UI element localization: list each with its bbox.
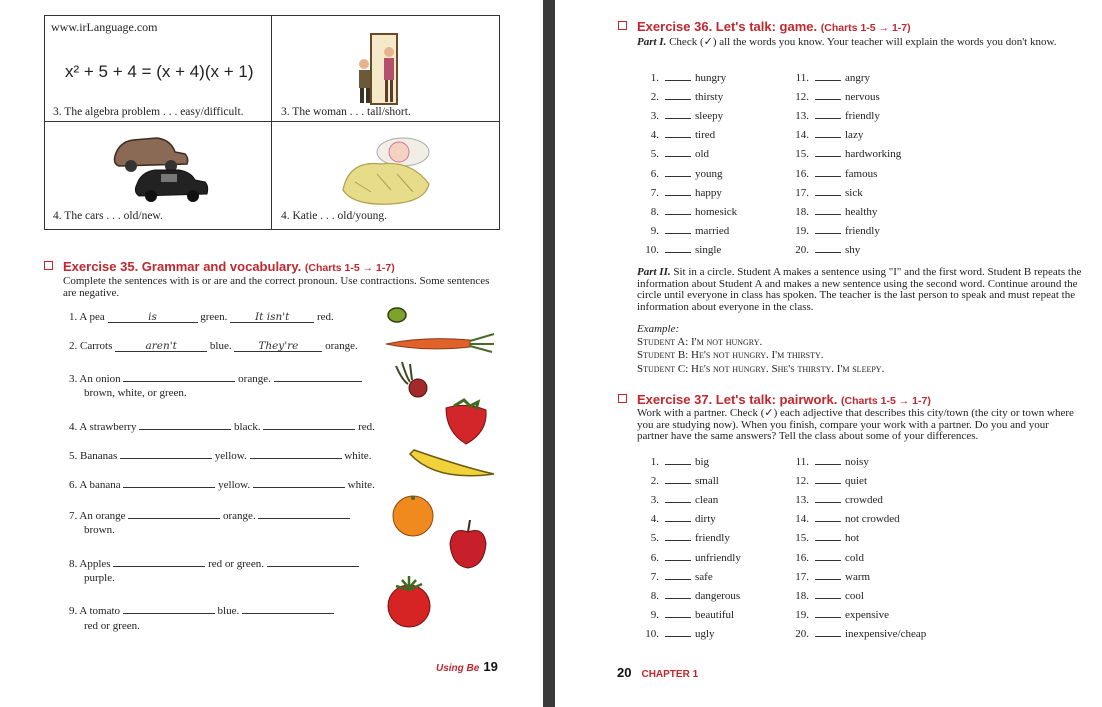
- ex35-line-6: 6. A banana yellow. white.: [69, 476, 375, 491]
- item-word: homesick: [695, 205, 738, 218]
- exercise-35-heading: [44, 259, 395, 274]
- exercise-36-heading: [618, 19, 911, 34]
- item-number: 2.: [650, 91, 659, 104]
- answer-blank[interactable]: [242, 602, 334, 614]
- example-line-3: Student C: He's not hungry. She's thirsty. I'm sleepy.: [637, 363, 885, 375]
- check-blank[interactable]: [665, 512, 691, 522]
- grid-caption-katie: 4. Katie . . . old/young.: [281, 210, 388, 222]
- item-word: dirty: [695, 513, 716, 526]
- exercise-36-part2: Part II. Sit in a circle. Student A makes a sentence using "I" and the first word. Student B repeats the information about Student A and makes a new sentence using the second word. Continue around the circle until everyone in class has spoken. The teacher is the last person to speak and must repeat the information about everyone in the class.: [637, 266, 1082, 313]
- list-item: [637, 71, 726, 84]
- list-item: [787, 627, 926, 640]
- item-word: crowded: [845, 494, 883, 507]
- check-blank[interactable]: [665, 627, 691, 637]
- check-blank[interactable]: [815, 90, 841, 100]
- check-blank[interactable]: [665, 71, 691, 81]
- check-blank[interactable]: [815, 608, 841, 618]
- item-number: 3.: [650, 494, 659, 507]
- item-number: 12.: [795, 91, 809, 104]
- item-number: 19.: [795, 608, 809, 621]
- ex35-line-4: 4. A strawberry black. red.: [69, 418, 375, 433]
- answer-blank[interactable]: aren't: [115, 340, 207, 352]
- grid-divider-vertical: [271, 16, 272, 229]
- apple-image: [446, 518, 490, 572]
- check-blank[interactable]: [815, 493, 841, 503]
- list-item: [637, 551, 741, 564]
- grid-caption-cars: 4. The cars . . . old/new.: [53, 210, 163, 222]
- check-blank[interactable]: [815, 205, 841, 215]
- checkbox-icon: [618, 21, 627, 30]
- item-word: famous: [845, 167, 878, 180]
- list-item: [787, 186, 863, 199]
- item-word: small: [695, 475, 719, 488]
- book-spine: [543, 0, 555, 707]
- answer-blank[interactable]: They're: [234, 340, 322, 352]
- item-number: 18.: [795, 589, 809, 602]
- item-word: clean: [695, 494, 719, 507]
- tomato-image: [386, 572, 434, 630]
- list-item: [637, 186, 722, 199]
- grid-caption-algebra: 3. The algebra problem . . . easy/difficult.: [53, 106, 244, 118]
- banana-image: [406, 446, 498, 486]
- check-blank[interactable]: [665, 147, 691, 157]
- list-item: [787, 474, 867, 487]
- check-blank[interactable]: [815, 109, 841, 119]
- list-item: [787, 589, 864, 602]
- ex35-line-3: 3. An onion orange.: [69, 370, 362, 385]
- item-word: big: [695, 456, 710, 468]
- example-line-1: Student A: I'm not hungry.: [637, 336, 763, 348]
- check-blank[interactable]: [665, 224, 691, 234]
- item-number: 17.: [795, 570, 809, 583]
- item-number: 18.: [795, 205, 809, 218]
- left-footer: [436, 658, 498, 676]
- check-blank[interactable]: [665, 551, 691, 561]
- couple-at-door-image: [347, 30, 419, 108]
- check-blank[interactable]: [815, 570, 841, 580]
- item-word: unfriendly: [695, 551, 741, 564]
- footer-chapter-label: CHAPTER 1: [641, 669, 699, 680]
- item-word: married: [695, 224, 730, 237]
- list-item: [637, 531, 730, 544]
- item-number: 5.: [650, 148, 659, 161]
- item-number: 3.: [650, 110, 659, 123]
- item-word: sleepy: [695, 110, 724, 123]
- item-number: 10.: [645, 627, 659, 640]
- example-line-2: Student B: He's not hungry. I'm thirsty.: [637, 349, 824, 361]
- list-item: [787, 243, 860, 256]
- answer-blank[interactable]: [123, 370, 235, 382]
- list-item: [787, 90, 880, 103]
- list-item: [787, 493, 883, 506]
- item-number: 1.: [650, 456, 659, 468]
- page-number: 20: [617, 665, 632, 680]
- answer-blank[interactable]: [123, 602, 215, 614]
- carrot-image: [384, 332, 496, 354]
- item-number: 4.: [650, 129, 659, 142]
- answer-blank[interactable]: [253, 476, 345, 488]
- ex35-line-9: 9. A tomato blue.: [69, 602, 334, 617]
- footer-chapter-label: Using Be: [436, 663, 480, 674]
- ex35-line-3-cont: brown, white, or green.: [84, 387, 187, 399]
- list-item: [787, 167, 877, 180]
- list-item: [637, 147, 709, 160]
- item-word: tired: [695, 129, 716, 142]
- check-blank[interactable]: [665, 186, 691, 196]
- list-item: [637, 608, 734, 621]
- check-blank[interactable]: [815, 551, 841, 561]
- list-item: [787, 128, 863, 141]
- item-word: healthy: [845, 205, 878, 218]
- pea-image: [386, 305, 408, 325]
- item-word: young: [695, 167, 723, 180]
- item-word: friendly: [845, 224, 880, 237]
- example-label: Example:: [637, 323, 680, 335]
- item-word: hungry: [695, 72, 727, 84]
- check-blank[interactable]: [815, 147, 841, 157]
- item-word: cold: [845, 551, 864, 564]
- item-number: 16.: [795, 551, 809, 564]
- answer-blank[interactable]: [123, 476, 215, 488]
- orange-image: [390, 492, 436, 538]
- item-word: quiet: [845, 475, 867, 488]
- item-number: 11.: [795, 456, 809, 468]
- item-number: 6.: [650, 167, 659, 180]
- check-blank[interactable]: [815, 589, 841, 599]
- list-item: [637, 512, 716, 525]
- list-item: [787, 224, 880, 237]
- item-number: 15.: [795, 148, 809, 161]
- list-item: [787, 608, 889, 621]
- check-blank[interactable]: [665, 90, 691, 100]
- item-number: 6.: [650, 551, 659, 564]
- ex35-line-7: 7. An orange orange.: [69, 507, 350, 522]
- item-number: 13.: [795, 494, 809, 507]
- item-word: friendly: [845, 110, 880, 123]
- list-item: [637, 224, 729, 237]
- check-blank[interactable]: [815, 128, 841, 138]
- item-number: 11.: [795, 72, 809, 84]
- check-blank[interactable]: [815, 531, 841, 541]
- item-word: noisy: [845, 456, 869, 468]
- item-word: beautiful: [695, 608, 735, 621]
- item-number: 14.: [795, 513, 809, 526]
- list-item: [787, 109, 880, 122]
- item-number: 7.: [650, 570, 659, 583]
- item-word: expensive: [845, 608, 889, 621]
- check-blank[interactable]: [815, 243, 841, 253]
- check-blank[interactable]: [815, 224, 841, 234]
- check-blank[interactable]: [665, 493, 691, 503]
- item-number: 20.: [795, 243, 809, 256]
- check-blank[interactable]: [815, 71, 841, 81]
- algebra-formula: x² + 5 + 4 = (x + 4)(x + 1): [65, 62, 254, 81]
- exercise-35-title: Exercise 35. Grammar and vocabulary.: [63, 259, 302, 274]
- list-item: [787, 531, 859, 544]
- item-word: thirsty: [695, 91, 724, 104]
- ex35-line-9-cont: red or green.: [84, 620, 140, 632]
- check-blank[interactable]: [665, 570, 691, 580]
- item-number: 16.: [795, 167, 809, 180]
- list-item: [787, 455, 869, 468]
- ex35-line-5: 5. Bananas yellow. white.: [69, 447, 371, 462]
- exercise-36-charts: (Charts 1-5 → 1-7): [820, 22, 911, 34]
- right-footer: [617, 664, 698, 682]
- baby-in-blanket-image: [331, 130, 441, 210]
- cars-image: [111, 128, 211, 208]
- item-number: 8.: [650, 205, 659, 218]
- list-item: [637, 589, 740, 602]
- list-item: [637, 627, 715, 640]
- answer-blank[interactable]: It isn't: [230, 311, 314, 323]
- check-blank[interactable]: [815, 627, 841, 637]
- ex35-line-7-cont: brown.: [84, 524, 115, 536]
- item-number: 12.: [795, 475, 809, 488]
- item-word: dangerous: [695, 589, 741, 602]
- item-word: single: [695, 243, 722, 256]
- item-word: angry: [845, 72, 871, 84]
- item-number: 2.: [650, 475, 659, 488]
- list-item: [637, 90, 723, 103]
- list-item: [787, 71, 870, 84]
- list-item: [787, 551, 864, 564]
- left-page: [0, 0, 543, 707]
- checkbox-icon: [618, 394, 627, 403]
- item-word: nervous: [845, 91, 880, 104]
- strawberry-image: [440, 398, 492, 446]
- answer-blank[interactable]: [139, 418, 231, 430]
- list-item: [787, 570, 870, 583]
- item-number: 10.: [645, 243, 659, 256]
- item-number: 19.: [795, 224, 809, 237]
- exercise-37-title: Exercise 37. Let's talk: pairwork.: [637, 392, 838, 407]
- item-word: cool: [845, 589, 864, 602]
- onion-image: [392, 360, 432, 398]
- item-number: 7.: [650, 186, 659, 199]
- item-word: warm: [845, 570, 871, 583]
- item-number: 20.: [795, 627, 809, 640]
- list-item: [787, 147, 901, 160]
- item-word: shy: [845, 243, 861, 256]
- item-word: hardworking: [845, 148, 902, 161]
- ex35-line-1: 1. A pea is green. It isn't red.: [69, 311, 334, 323]
- list-item: [637, 570, 713, 583]
- exercise-35-charts: (Charts 1-5 → 1-7): [304, 262, 395, 274]
- check-blank[interactable]: [665, 167, 691, 177]
- answer-blank[interactable]: [263, 418, 355, 430]
- item-number: 13.: [795, 110, 809, 123]
- check-blank[interactable]: [665, 608, 691, 618]
- item-number: 15.: [795, 532, 809, 545]
- item-word: sick: [845, 186, 863, 199]
- item-number: 9.: [650, 224, 659, 237]
- check-blank[interactable]: [815, 186, 841, 196]
- item-word: hot: [845, 532, 860, 545]
- answer-blank[interactable]: [258, 507, 350, 519]
- list-item: [787, 205, 877, 218]
- check-blank[interactable]: [665, 205, 691, 215]
- check-blank[interactable]: [815, 455, 841, 465]
- ex35-line-8-cont: purple.: [84, 572, 115, 584]
- item-word: not crowded: [845, 513, 900, 526]
- exercise-37-heading: [618, 392, 931, 407]
- ex35-line-8: 8. Apples red or green.: [69, 555, 359, 570]
- check-blank[interactable]: [665, 531, 691, 541]
- list-item: [637, 167, 723, 180]
- list-item: [637, 128, 715, 141]
- check-blank[interactable]: [815, 512, 841, 522]
- check-blank[interactable]: [665, 455, 691, 465]
- item-number: 1.: [650, 72, 659, 84]
- answer-blank[interactable]: is: [108, 311, 198, 323]
- exercise-37-charts: (Charts 1-5 → 1-7): [840, 395, 931, 407]
- checkbox-icon: [44, 261, 53, 270]
- exercise-35-instructions: Complete the sentences with is or are and the correct pronoun. Use contractions. Some sentences are negative.: [63, 275, 490, 299]
- page-number: 19: [483, 659, 498, 674]
- check-blank[interactable]: [665, 109, 691, 119]
- site-url: www.irLanguage.com: [51, 20, 158, 34]
- item-number: 5.: [650, 532, 659, 545]
- check-blank[interactable]: [665, 474, 691, 484]
- picture-grid: [44, 15, 500, 230]
- list-item: [637, 455, 709, 468]
- answer-blank[interactable]: [274, 370, 362, 382]
- check-blank[interactable]: [815, 474, 841, 484]
- list-item: [637, 493, 718, 506]
- check-blank[interactable]: [665, 243, 691, 253]
- ex35-line-2: 2. Carrots aren't blue. They're orange.: [69, 340, 358, 352]
- answer-blank[interactable]: [267, 555, 359, 567]
- grid-caption-woman: 3. The woman . . . tall/short.: [281, 106, 411, 118]
- exercise-37-instructions: Work with a partner. Check (✓) each adjective that describes this city/town (the city or town where you are studying now). When you finish, compare your work with a partner. Do you and your partner have the same answers? Tell the class about some of your differences.: [637, 407, 1074, 442]
- list-item: [637, 243, 721, 256]
- item-word: lazy: [845, 129, 864, 142]
- item-number: 9.: [650, 608, 659, 621]
- item-word: friendly: [695, 532, 730, 545]
- list-item: [637, 474, 719, 487]
- item-word: inexpensive/cheap: [845, 627, 927, 640]
- exercise-36-title: Exercise 36. Let's talk: game.: [637, 19, 818, 34]
- item-number: 17.: [795, 186, 809, 199]
- item-number: 8.: [650, 589, 659, 602]
- grid-divider-horizontal: [45, 121, 499, 122]
- list-item: [787, 512, 900, 525]
- exercise-36-part1: Part I. Check (✓) all the words you know. Your teacher will explain the words you don't know.: [637, 36, 1057, 48]
- check-blank[interactable]: [815, 167, 841, 177]
- check-blank[interactable]: [665, 128, 691, 138]
- item-word: ugly: [695, 627, 715, 640]
- check-blank[interactable]: [665, 589, 691, 599]
- item-word: old: [695, 148, 710, 161]
- answer-blank[interactable]: [128, 507, 220, 519]
- right-page: [555, 0, 1102, 707]
- answer-blank[interactable]: [113, 555, 205, 567]
- answer-blank[interactable]: [250, 447, 342, 459]
- answer-blank[interactable]: [120, 447, 212, 459]
- list-item: [637, 205, 737, 218]
- item-number: 14.: [795, 129, 809, 142]
- item-word: happy: [695, 186, 722, 199]
- list-item: [637, 109, 723, 122]
- item-number: 4.: [650, 513, 659, 526]
- item-word: safe: [695, 570, 713, 583]
